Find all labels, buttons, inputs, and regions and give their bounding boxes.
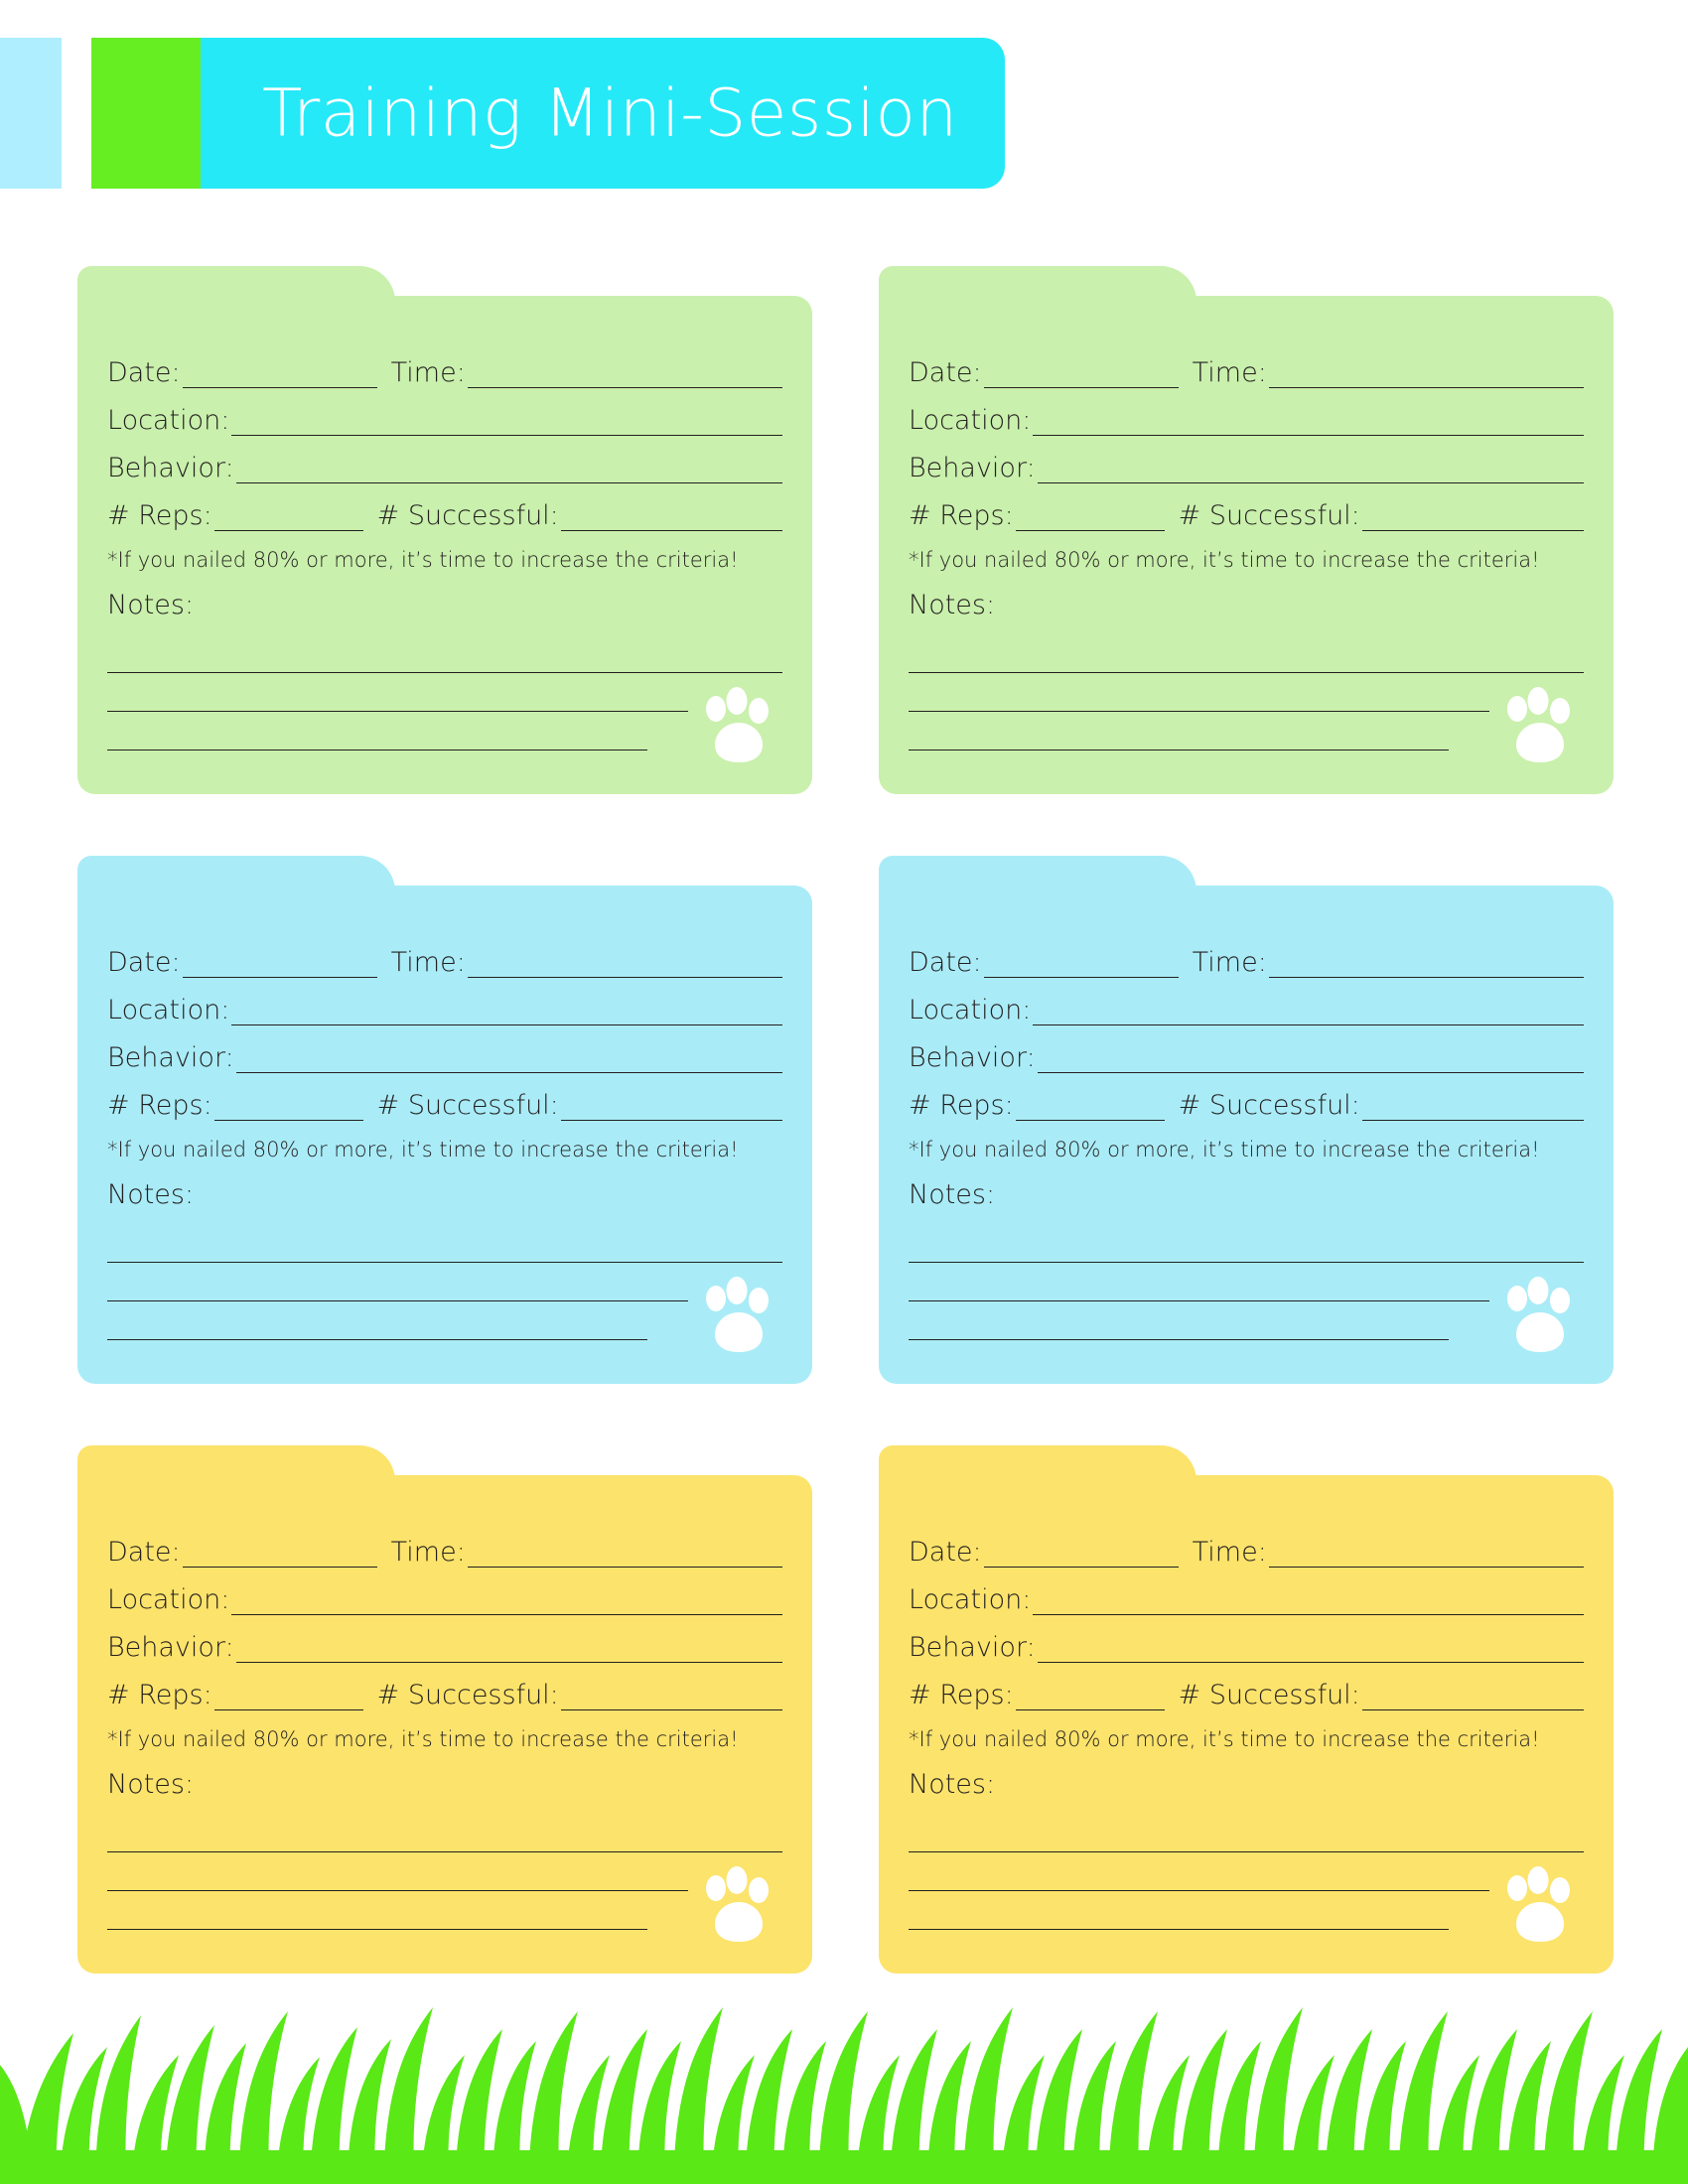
notes-label: Notes:	[107, 1769, 195, 1800]
page-header	[0, 38, 1008, 189]
behavior-input[interactable]	[1038, 461, 1584, 483]
location-input[interactable]	[231, 1592, 782, 1615]
session-card-grid	[77, 266, 1614, 1974]
location-row	[909, 995, 1584, 1025]
behavior-label: Behavior:	[909, 1042, 1036, 1073]
time-label: Time:	[1192, 947, 1267, 978]
date-input[interactable]	[984, 1545, 1179, 1568]
date-label: Date:	[107, 357, 181, 388]
location-input[interactable]	[231, 413, 782, 436]
behavior-row	[107, 1042, 782, 1073]
reps-row	[909, 500, 1584, 531]
date-time-row	[909, 1537, 1584, 1568]
reps-row	[107, 1090, 782, 1121]
date-label: Date:	[107, 1537, 181, 1568]
session-card	[77, 266, 812, 794]
behavior-input[interactable]	[236, 461, 782, 483]
location-row	[909, 405, 1584, 436]
date-input[interactable]	[183, 365, 377, 388]
successful-input[interactable]	[1362, 508, 1584, 531]
reps-label: # Reps:	[909, 1090, 1014, 1121]
notes-area[interactable]	[909, 1814, 1584, 1930]
location-label: Location:	[107, 405, 230, 436]
reps-row	[909, 1090, 1584, 1121]
successful-input[interactable]	[1362, 1688, 1584, 1710]
date-input[interactable]	[183, 955, 377, 978]
date-label: Date:	[107, 947, 181, 978]
reps-label: # Reps:	[909, 1680, 1014, 1710]
criteria-tip: *If you nailed 80% or more, it’s time to increase the criteria!	[909, 1138, 1540, 1161]
reps-input[interactable]	[1016, 508, 1165, 531]
successful-input[interactable]	[561, 1688, 782, 1710]
successful-label: # Successful:	[376, 500, 559, 531]
notes-label: Notes:	[909, 590, 996, 620]
notes-area[interactable]	[909, 634, 1584, 751]
notes-area[interactable]	[107, 634, 782, 751]
notes-line[interactable]	[909, 634, 1584, 673]
criteria-tip: *If you nailed 80% or more, it’s time to increase the criteria!	[107, 1138, 739, 1161]
location-row	[107, 995, 782, 1025]
location-label: Location:	[107, 995, 230, 1025]
behavior-input[interactable]	[1038, 1050, 1584, 1073]
reps-label: # Reps:	[107, 500, 212, 531]
header-swatch-green	[91, 38, 201, 189]
header-banner	[201, 38, 1005, 189]
location-input[interactable]	[1033, 1592, 1584, 1615]
reps-input[interactable]	[1016, 1688, 1165, 1710]
notes-line[interactable]	[107, 712, 647, 751]
notes-line[interactable]	[107, 634, 782, 673]
behavior-input[interactable]	[1038, 1640, 1584, 1663]
location-row	[107, 405, 782, 436]
behavior-label: Behavior:	[107, 1042, 234, 1073]
reps-row	[909, 1680, 1584, 1710]
behavior-row	[107, 453, 782, 483]
location-label: Location:	[909, 405, 1032, 436]
criteria-tip: *If you nailed 80% or more, it’s time to increase the criteria!	[909, 1727, 1540, 1751]
reps-label: # Reps:	[107, 1090, 212, 1121]
successful-label: # Successful:	[1178, 1090, 1360, 1121]
reps-input[interactable]	[214, 1098, 363, 1121]
behavior-row	[909, 1632, 1584, 1663]
notes-line[interactable]	[909, 1814, 1584, 1852]
behavior-input[interactable]	[236, 1640, 782, 1663]
successful-label: # Successful:	[1178, 500, 1360, 531]
date-label: Date:	[909, 1537, 982, 1568]
successful-label: # Successful:	[1178, 1680, 1360, 1710]
date-label: Date:	[909, 357, 982, 388]
location-input[interactable]	[1033, 1003, 1584, 1025]
notes-line[interactable]	[107, 1224, 782, 1263]
notes-label: Notes:	[909, 1769, 996, 1800]
criteria-tip: *If you nailed 80% or more, it’s time to increase the criteria!	[107, 548, 739, 572]
location-label: Location:	[909, 995, 1032, 1025]
notes-line[interactable]	[107, 1263, 688, 1301]
time-label: Time:	[390, 947, 466, 978]
notes-line[interactable]	[909, 673, 1489, 712]
reps-row	[107, 500, 782, 531]
time-input[interactable]	[468, 955, 782, 978]
location-input[interactable]	[1033, 413, 1584, 436]
notes-area[interactable]	[107, 1814, 782, 1930]
behavior-row	[909, 1042, 1584, 1073]
criteria-tip: *If you nailed 80% or more, it’s time to increase the criteria!	[107, 1727, 739, 1751]
notes-line[interactable]	[909, 1852, 1489, 1891]
reps-label: # Reps:	[909, 500, 1014, 531]
notes-line[interactable]	[107, 1852, 688, 1891]
notes-line[interactable]	[107, 1814, 782, 1852]
location-row	[107, 1584, 782, 1615]
notes-line[interactable]	[909, 1301, 1449, 1340]
notes-line[interactable]	[909, 1224, 1584, 1263]
behavior-label: Behavior:	[909, 453, 1036, 483]
date-input[interactable]	[183, 1545, 377, 1568]
behavior-label: Behavior:	[107, 453, 234, 483]
reps-input[interactable]	[214, 1688, 363, 1710]
reps-label: # Reps:	[107, 1680, 212, 1710]
time-label: Time:	[1192, 357, 1267, 388]
time-label: Time:	[390, 1537, 466, 1568]
date-time-row	[909, 357, 1584, 388]
time-input[interactable]	[468, 365, 782, 388]
behavior-row	[107, 1632, 782, 1663]
time-input[interactable]	[1269, 1545, 1584, 1568]
session-card	[879, 856, 1614, 1384]
notes-label: Notes:	[107, 590, 195, 620]
date-time-row	[107, 947, 782, 978]
date-time-row	[909, 947, 1584, 978]
location-input[interactable]	[231, 1003, 782, 1025]
notes-line[interactable]	[107, 1301, 647, 1340]
reps-input[interactable]	[1016, 1098, 1165, 1121]
time-input[interactable]	[468, 1545, 782, 1568]
time-label: Time:	[390, 357, 466, 388]
behavior-input[interactable]	[236, 1050, 782, 1073]
page-title: Training Mini-Session	[262, 74, 958, 152]
notes-line[interactable]	[909, 712, 1449, 751]
grass-border-icon	[0, 1916, 1688, 2184]
successful-input[interactable]	[561, 1098, 782, 1121]
date-input[interactable]	[984, 955, 1179, 978]
session-card	[879, 266, 1614, 794]
time-label: Time:	[1192, 1537, 1267, 1568]
session-card	[879, 1445, 1614, 1974]
notes-area[interactable]	[909, 1224, 1584, 1340]
reps-input[interactable]	[214, 508, 363, 531]
date-label: Date:	[909, 947, 982, 978]
time-input[interactable]	[1269, 365, 1584, 388]
notes-area[interactable]	[107, 1224, 782, 1340]
notes-label: Notes:	[909, 1179, 996, 1210]
successful-input[interactable]	[561, 508, 782, 531]
date-time-row	[107, 357, 782, 388]
session-card	[77, 1445, 812, 1974]
header-swatch-cyan	[0, 38, 62, 189]
reps-row	[107, 1680, 782, 1710]
date-input[interactable]	[984, 365, 1179, 388]
date-time-row	[107, 1537, 782, 1568]
notes-label: Notes:	[107, 1179, 195, 1210]
notes-line[interactable]	[107, 673, 688, 712]
notes-line[interactable]	[909, 1263, 1489, 1301]
behavior-label: Behavior:	[909, 1632, 1036, 1663]
location-label: Location:	[107, 1584, 230, 1615]
behavior-row	[909, 453, 1584, 483]
successful-input[interactable]	[1362, 1098, 1584, 1121]
location-label: Location:	[909, 1584, 1032, 1615]
successful-label: # Successful:	[376, 1680, 559, 1710]
session-card	[77, 856, 812, 1384]
criteria-tip: *If you nailed 80% or more, it’s time to increase the criteria!	[909, 548, 1540, 572]
successful-label: # Successful:	[376, 1090, 559, 1121]
time-input[interactable]	[1269, 955, 1584, 978]
behavior-label: Behavior:	[107, 1632, 234, 1663]
location-row	[909, 1584, 1584, 1615]
